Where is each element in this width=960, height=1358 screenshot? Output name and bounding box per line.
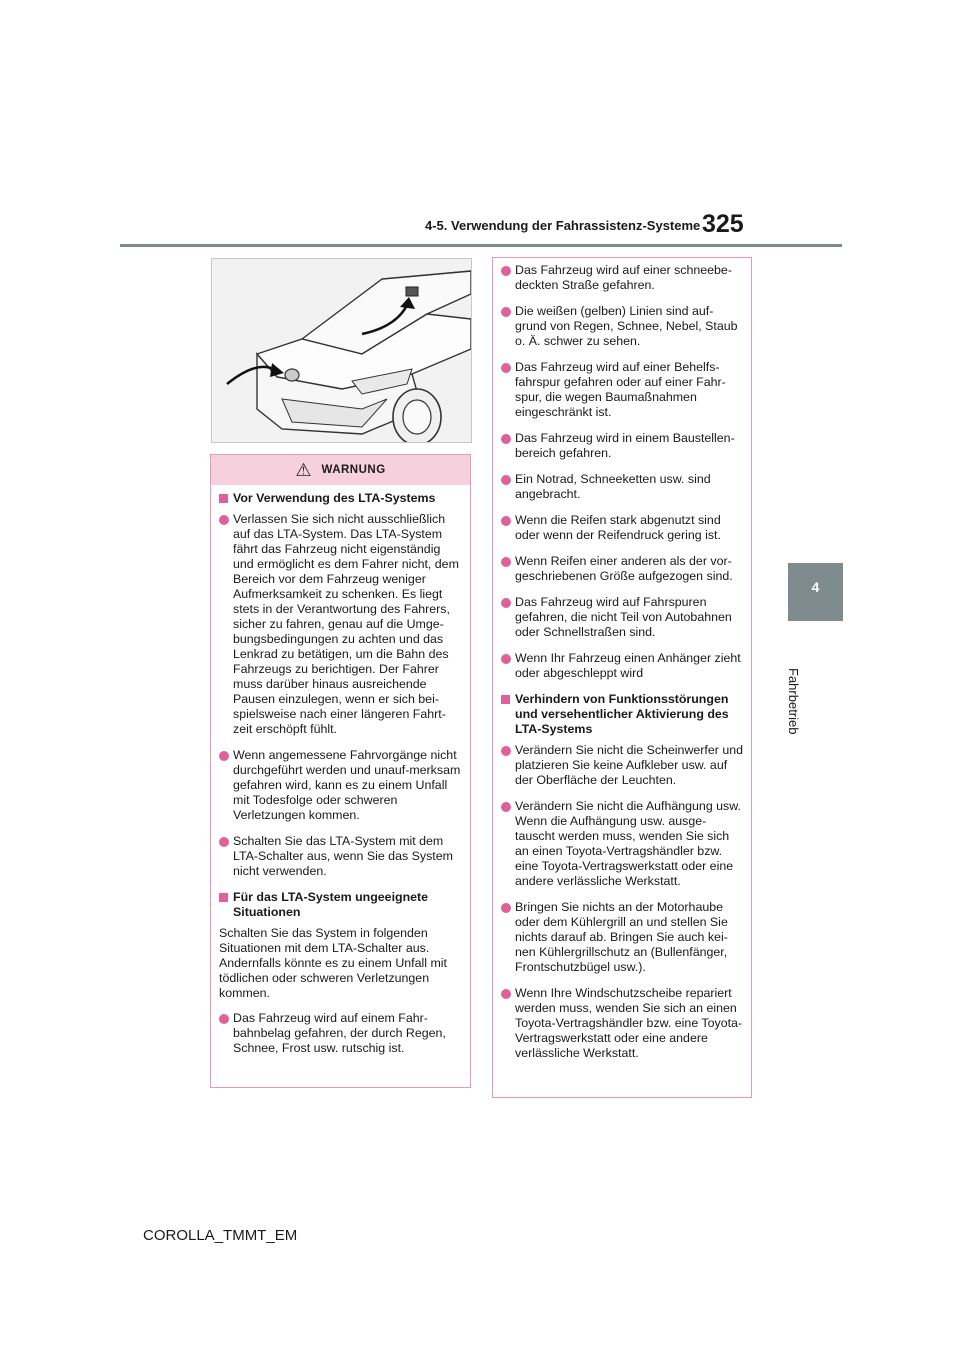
right-bullet-5: Ein Notrad, Schneeketten usw. sind angebracht. (501, 472, 743, 502)
header-rule (120, 244, 842, 247)
chapter-number: 4 (811, 579, 820, 595)
warning-continued-box (492, 257, 752, 1098)
warning-header (211, 455, 470, 485)
chapter-tab (788, 563, 843, 621)
warning-paragraph: Schalten Sie das System in folgenden Situationen mit dem LTA-Schalter aus. Andernfalls könnte es zu einem Unfall mit tödlichen oder schweren Verletzungen kommen. (219, 926, 447, 1000)
warning-title: WARNUNG (321, 464, 386, 476)
section-title: 4-5. Verwendung der Fahrassistenz-Systeme (425, 218, 701, 233)
car-illustration (211, 258, 472, 443)
right-bullet-7: Wenn Reifen einer anderen als der vor-geschriebenen Größe aufgezogen sind. (501, 554, 743, 584)
document-code: COROLLA_TMMT_EM (143, 1227, 298, 1244)
right-bullet-4: Das Fahrzeug wird in einem Baustellen-bereich gefahren. (501, 431, 743, 461)
warning-triangle-icon: ⚠ (295, 459, 312, 480)
right-heading: Verhindern von Funktionsstörungen und versehentlicher Aktivierung des LTA-Systems (501, 692, 743, 737)
page-number: 325 (702, 210, 744, 238)
warning-bullet-4: Das Fahrzeug wird auf einem Fahr-bahnbelag gefahren, der durch Regen, Schnee, Frost usw. rutschig ist. (219, 1011, 462, 1056)
right-bullet-8: Das Fahrzeug wird auf Fahrspuren gefahren, die nicht Teil von Autobahnen oder Schnellstraßen sind. (501, 595, 743, 640)
chapter-label: Fahrbetrieb (786, 668, 801, 735)
right-bullet-6: Wenn die Reifen stark abgenutzt sind oder wenn der Reifendruck gering ist. (501, 513, 743, 543)
warning-bullet-2: Wenn angemessene Fahrvorgänge nicht durchgeführt werden und unauf-merksam gefahren wird, kann es zu einem Unfall mit Todesfolge oder schweren Verletzungen kommen. (219, 748, 462, 823)
car-front-drawing (212, 259, 471, 442)
right-content (493, 258, 751, 1061)
right-bullet-9: Wenn Ihr Fahrzeug einen Anhänger zieht oder abgeschleppt wird (501, 651, 743, 681)
right-bullet-10: Verändern Sie nicht die Scheinwerfer und platzieren Sie keine Aufkleber usw. auf der Oberfläche der Leuchten. (501, 743, 743, 788)
warning-bullet-3: Schalten Sie das LTA-System mit dem LTA-Schalter aus, wenn Sie das System nicht verwenden. (219, 834, 462, 879)
warning-bullet-1: Verlassen Sie sich nicht ausschließlich auf das LTA-System. Das LTA-System fährt das Fahrzeug nicht eigenständig und ermöglicht es dem Fahrer nicht, dem Bereich vor dem Fahrzeug weniger Aufmerksamkeit zu schenken. Es liegt stets in der Verantwortung des Fahrers, sicher zu fahren, genau auf die Umge-bungsbedingungen zu achten und das Lenkrad zu betätigen, um die Bahn des Fahrzeugs zu berichtigen. Der Fahrer muss darüber hinaus ausreichende Pausen einzulegen, wenn er sich bei-spielsweise nach einer längeren Fahrt-zeit erschöpft fühlt. (219, 512, 462, 737)
warning-box (210, 454, 471, 1088)
warning-heading-1: Vor Verwendung des LTA-Systems (219, 491, 462, 506)
right-bullet-13: Wenn Ihre Windschutzscheibe repariert werden muss, wenden Sie sich an einen Toyota-Vertragshändler bzw. eine Toyota-Vertragswerkstatt oder eine andere verlässliche Werkstatt. (501, 986, 743, 1061)
right-bullet-1: Das Fahrzeug wird auf einer schneebe-deckten Straße gefahren. (501, 263, 743, 293)
right-bullet-12: Bringen Sie nichts an der Motorhaube oder dem Kühlergrill an und stellen Sie nichts darauf ab. Bringen Sie auch kei-nen Kühlergrillschutz an (Bullenfänger, Frontschutzbügel usw.). (501, 900, 743, 975)
right-bullet-11: Verändern Sie nicht die Aufhängung usw. Wenn die Aufhängung usw. ausge-tauscht werden muss, wenden Sie sich an einen Toyota-Vertragshändler bzw. eine Toyota-Vertragswerkstatt oder eine andere verlässliche Werkstatt. (501, 799, 743, 889)
warning-content (211, 485, 470, 1056)
right-bullet-2: Die weißen (gelben) Linien sind auf-grund von Regen, Schnee, Nebel, Staub o. Ä. schwer zu sehen. (501, 304, 743, 349)
right-bullet-3: Das Fahrzeug wird auf einer Behelfs-fahrspur gefahren oder auf einer Fahr-spur, die wegen Baumaßnahmen eingeschränkt ist. (501, 360, 743, 420)
warning-heading-2: Für das LTA-System ungeeignete Situationen (219, 890, 462, 920)
